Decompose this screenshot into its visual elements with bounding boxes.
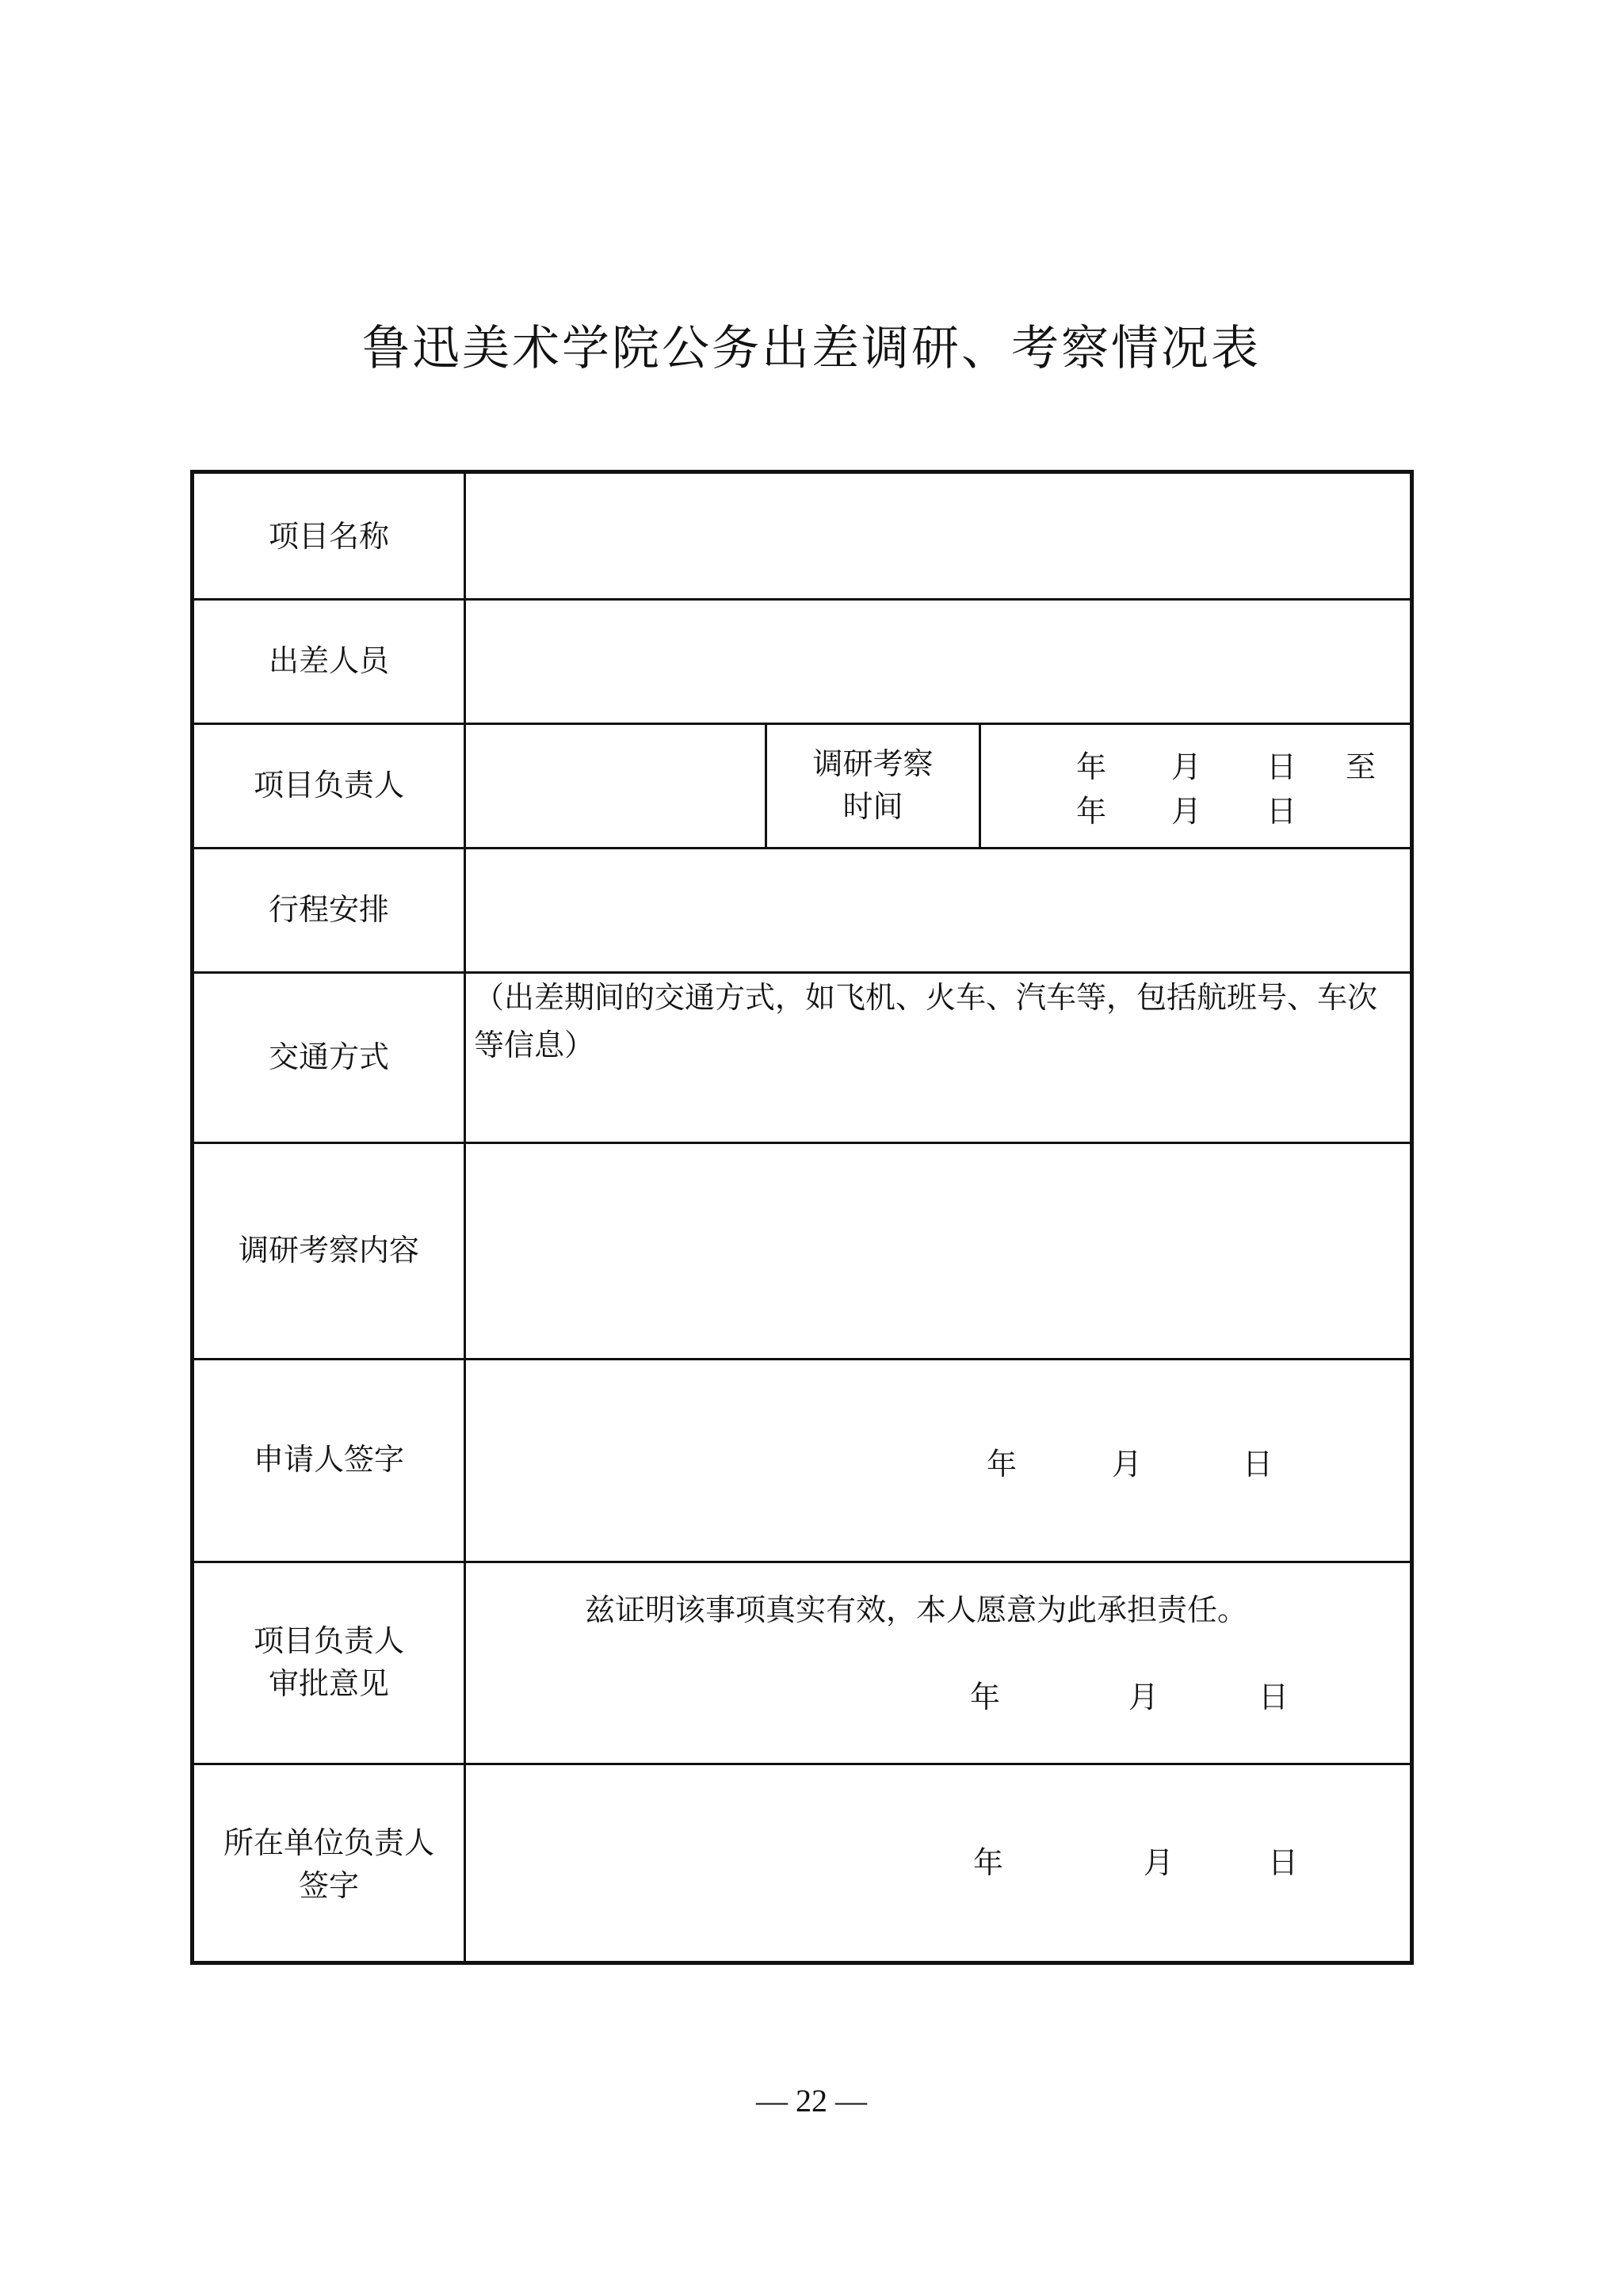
research-time-label: 调研考察 时间 — [812, 746, 934, 824]
time-end-year: 年 — [1076, 794, 1107, 829]
unit-head-date-month: 月 — [1144, 1845, 1174, 1880]
applicant-date-month: 月 — [1112, 1447, 1143, 1482]
project-leader-field[interactable] — [466, 725, 765, 847]
leader-date-day: 日 — [1258, 1680, 1289, 1714]
transport-hint: （出差期间的交通方式，如飞机、火车、汽车等，包括航班号、车次等信息） — [474, 980, 1378, 1062]
leader-date-year: 年 — [970, 1680, 1001, 1714]
time-start-year: 年 — [1076, 749, 1107, 784]
time-start-day: 日 — [1266, 749, 1297, 784]
itinerary-label: 行程安排 — [268, 891, 389, 927]
unit-head-date-day: 日 — [1268, 1845, 1299, 1880]
applicant-date-day: 日 — [1243, 1447, 1274, 1482]
project-leader-label: 项目负责人 — [253, 767, 404, 803]
itinerary-field[interactable] — [466, 849, 1410, 971]
transport-label: 交通方式 — [268, 1039, 389, 1074]
project-name-field[interactable] — [466, 474, 1410, 598]
applicant-date-year: 年 — [987, 1447, 1018, 1482]
time-start-month: 月 — [1171, 749, 1202, 784]
unit-head-signature-label: 所在单位负责人 签字 — [223, 1825, 434, 1903]
research-content-field[interactable] — [466, 1144, 1410, 1358]
time-to: 至 — [1346, 749, 1377, 784]
leader-statement: 兹证明该事项真实有效，本人愿意为此承担责任。 — [585, 1592, 1248, 1627]
research-content-label: 调研考察内容 — [238, 1232, 419, 1268]
unit-head-date-year: 年 — [973, 1845, 1004, 1880]
travelers-field[interactable] — [466, 601, 1410, 723]
time-end-day: 日 — [1266, 794, 1297, 829]
applicant-signature-field[interactable] — [466, 1360, 1410, 1561]
unit-head-signature-field[interactable] — [466, 1765, 1410, 1965]
transport-field[interactable] — [466, 974, 1410, 1142]
leader-date-month: 月 — [1128, 1680, 1159, 1714]
research-time-field[interactable] — [981, 725, 1410, 847]
time-end-month: 月 — [1171, 794, 1202, 829]
applicant-signature-label: 申请人签字 — [253, 1442, 404, 1477]
page-title: 鲁迅美术学院公务出差调研、考察情况表 — [362, 321, 1261, 376]
travel-report-form — [190, 470, 1414, 1965]
travelers-label: 出差人员 — [268, 643, 389, 678]
project-name-label: 项目名称 — [268, 518, 389, 554]
page-number: — 22 — — [756, 2083, 867, 2119]
leader-approval-label: 项目负责人 审批意见 — [253, 1623, 404, 1701]
leader-approval-field[interactable] — [466, 1563, 1410, 1763]
